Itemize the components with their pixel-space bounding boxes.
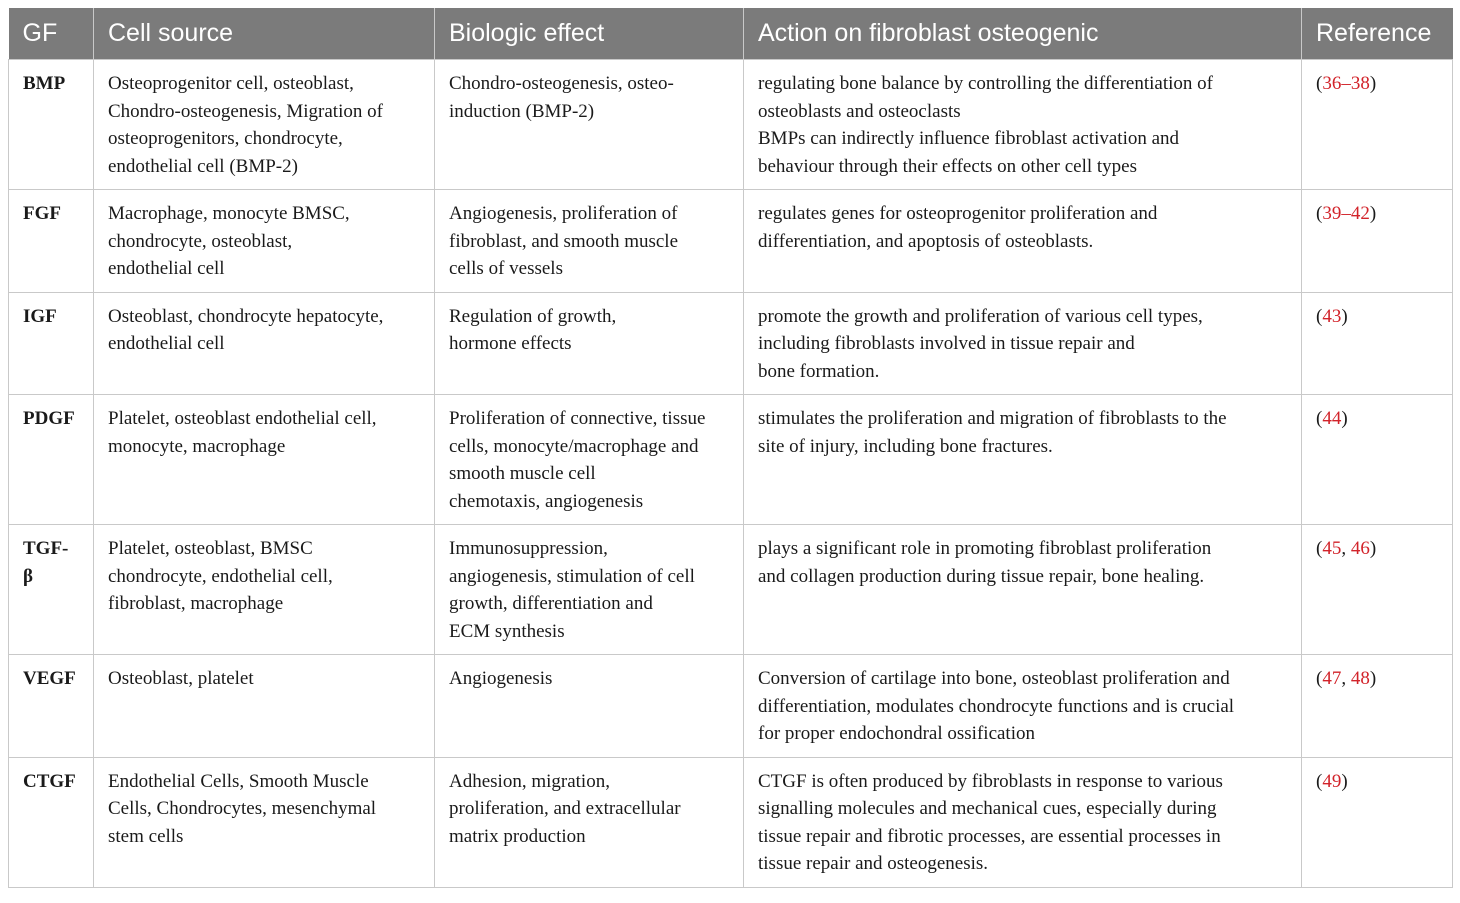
reference-cell <box>1302 292 1453 395</box>
biologic-effect-cell: Chondro-osteogenesis, osteo- induction (BMP-2) <box>435 60 744 190</box>
reference-link[interactable]: 45 <box>1322 538 1342 559</box>
action-cell: plays a significant role in promoting fibroblast proliferation and collagen production during tissue repair, bone healing. <box>744 525 1302 655</box>
header-reference: Reference <box>1302 8 1453 60</box>
ref-open: ( <box>1316 203 1323 224</box>
biologic-effect-cell: Proliferation of connective, tissue cells, monocyte/macrophage and smooth muscle cell chemotaxis, angiogenesis <box>435 395 744 525</box>
gf-cell: BMP <box>9 60 94 190</box>
table-row <box>9 60 1453 190</box>
reference-link[interactable]: 43 <box>1322 305 1342 327</box>
gf-cell: IGF <box>9 292 94 395</box>
cell-source-cell: Macrophage, monocyte BMSC, chondrocyte, osteoblast, endothelial cell <box>94 190 435 293</box>
ref-open: ( <box>1316 668 1323 689</box>
reference-cell <box>1302 395 1453 525</box>
biologic-effect-cell: Immunosuppression, angiogenesis, stimulation of cell growth, differentiation and ECM synthesis <box>435 525 744 655</box>
reference-link[interactable]: 49 <box>1322 770 1342 792</box>
reference-cell <box>1302 190 1453 293</box>
ref-open: ( <box>1316 408 1323 429</box>
cell-source-cell: Osteoblast, chondrocyte hepatocyte, endothelial cell <box>94 292 435 395</box>
ref-close: ) <box>1341 770 1348 792</box>
reference-cell <box>1302 60 1453 190</box>
reference-link[interactable]: 46 <box>1350 538 1370 559</box>
header-gf: GF <box>9 8 94 60</box>
ref-close: ) <box>1369 73 1377 94</box>
gf-cell: CTGF <box>9 757 94 887</box>
ref-close: ) <box>1341 408 1348 429</box>
reference-link[interactable]: 36–38 <box>1322 73 1370 94</box>
ref-open: ( <box>1316 305 1323 327</box>
header-cell-source: Cell source <box>94 8 435 60</box>
action-cell: regulates genes for osteoprogenitor proliferation and differentiation, and apoptosis of osteoblasts. <box>744 190 1302 293</box>
gf-cell: TGF- β <box>9 525 94 655</box>
ref-close: ) <box>1341 305 1348 327</box>
header-biologic-effect: Biologic effect <box>435 8 744 60</box>
action-cell: stimulates the proliferation and migration of fibroblasts to the site of injury, including bone fractures. <box>744 395 1302 525</box>
reference-link[interactable]: 44 <box>1322 408 1342 429</box>
cell-source-cell: Osteoprogenitor cell, osteoblast, Chondro-osteogenesis, Migration of osteoprogenitors, chondrocyte, endothelial cell (BMP-2) <box>94 60 435 190</box>
reference-cell <box>1302 757 1453 887</box>
ref-open: ( <box>1316 73 1323 94</box>
ref-close: ) <box>1369 668 1377 689</box>
reference-cell <box>1302 655 1453 758</box>
cell-source-cell: Platelet, osteoblast endothelial cell, monocyte, macrophage <box>94 395 435 525</box>
ref-separator: , <box>1341 668 1351 689</box>
action-cell: CTGF is often produced by fibroblasts in response to various signalling molecules and mechanical cues, especially during tissue repair and fibrotic processes, are essential processes in tissue repair and osteogenesis. <box>744 757 1302 887</box>
table-row <box>9 655 1453 758</box>
ref-close: ) <box>1369 538 1377 559</box>
table-row <box>9 190 1453 293</box>
action-cell: promote the growth and proliferation of various cell types, including fibroblasts involved in tissue repair and bone formation. <box>744 292 1302 395</box>
biologic-effect-cell: Angiogenesis <box>435 655 744 758</box>
reference-link[interactable]: 47 <box>1322 668 1342 689</box>
reference-cell <box>1302 525 1453 655</box>
header-action: Action on fibroblast osteogenic <box>744 8 1302 60</box>
biologic-effect-cell: Angiogenesis, proliferation of fibroblast, and smooth muscle cells of vessels <box>435 190 744 293</box>
reference-link[interactable]: 48 <box>1350 668 1370 689</box>
ref-open: ( <box>1316 770 1323 792</box>
gf-cell: FGF <box>9 190 94 293</box>
table-row <box>9 292 1453 395</box>
ref-open: ( <box>1316 538 1323 559</box>
reference-link[interactable]: 39–42 <box>1322 203 1370 224</box>
ref-close: ) <box>1369 203 1377 224</box>
table-row <box>9 395 1453 525</box>
growth-factor-table <box>8 8 1453 888</box>
table-row <box>9 757 1453 887</box>
table-row <box>9 525 1453 655</box>
gf-cell: PDGF <box>9 395 94 525</box>
gf-cell: VEGF <box>9 655 94 758</box>
header-row <box>9 8 1453 60</box>
cell-source-cell: Platelet, osteoblast, BMSC chondrocyte, endothelial cell, fibroblast, macrophage <box>94 525 435 655</box>
biologic-effect-cell: Adhesion, migration, proliferation, and extracellular matrix production <box>435 757 744 887</box>
biologic-effect-cell: Regulation of growth, hormone effects <box>435 292 744 395</box>
cell-source-cell: Endothelial Cells, Smooth Muscle Cells, Chondrocytes, mesenchymal stem cells <box>94 757 435 887</box>
action-cell: regulating bone balance by controlling the differentiation of osteoblasts and osteoclasts BMPs can indirectly influence fibroblast activation and behaviour through their effects on other cell types <box>744 60 1302 190</box>
cell-source-cell: Osteoblast, platelet <box>94 655 435 758</box>
ref-separator: , <box>1341 538 1351 559</box>
action-cell: Conversion of cartilage into bone, osteoblast proliferation and differentiation, modulates chondrocyte functions and is crucial for proper endochondral ossification <box>744 655 1302 758</box>
